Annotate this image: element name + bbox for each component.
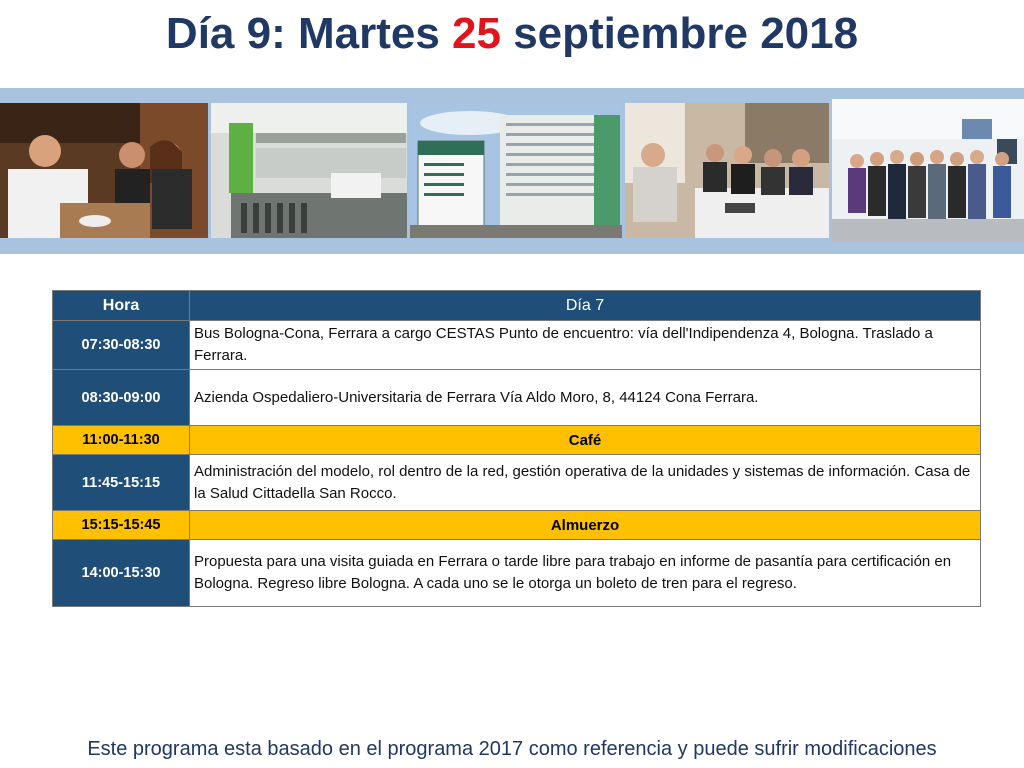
row-time: 08:30-09:00 bbox=[53, 370, 190, 426]
table-row bbox=[53, 455, 981, 511]
group-photo bbox=[832, 99, 1024, 242]
title-prefix: Día 9: Martes bbox=[165, 9, 453, 58]
meeting-room-photo bbox=[625, 103, 829, 238]
table-header-row bbox=[53, 291, 981, 321]
row-activity: Café bbox=[190, 426, 981, 455]
lab-equipment-photo bbox=[211, 103, 407, 238]
row-time: 11:00-11:30 bbox=[53, 426, 190, 455]
row-activity: Bus Bologna-Cona, Ferrara a cargo CESTAS Punto de encuentro: vía dell'Indipendenza 4, Bologna. Traslado a Ferrara. bbox=[190, 321, 981, 370]
page-title bbox=[0, 4, 1024, 64]
row-activity: Propuesta para una visita guiada en Ferrara o tarde libre para trabajo en informe de pasantía para certificación en Bologna. Regreso libre Bologna. A cada uno se le otorga un boleto de tren para el regreso. bbox=[190, 540, 981, 607]
table-row bbox=[53, 370, 981, 426]
table-row-highlight bbox=[53, 426, 981, 455]
photo-strip bbox=[0, 88, 1024, 254]
row-activity: Almuerzo bbox=[190, 511, 981, 540]
table-row bbox=[53, 540, 981, 607]
footer-note: Este programa esta basado en el programa 2017 como referencia y puede sufrir modificaciones bbox=[87, 738, 937, 760]
row-time: 14:00-15:30 bbox=[53, 540, 190, 607]
schedule-table bbox=[52, 290, 981, 607]
row-time: 15:15-15:45 bbox=[53, 511, 190, 540]
group-dinner-photo bbox=[0, 103, 208, 238]
title-day-number: 25 bbox=[452, 9, 501, 58]
title-suffix: septiembre 2018 bbox=[500, 9, 859, 58]
row-time: 11:45-15:15 bbox=[53, 455, 190, 511]
row-activity: Administración del modelo, rol dentro de la red, gestión operativa de la unidades y sistemas de información. Casa de la Salud Cittadella San Rocco. bbox=[190, 455, 981, 511]
table-row-highlight bbox=[53, 511, 981, 540]
row-activity: Azienda Ospedaliero-Universitaria de Ferrara Vía Aldo Moro, 8, 44124 Cona Ferrara. bbox=[190, 370, 981, 426]
table-row bbox=[53, 321, 981, 370]
hospital-building-photo bbox=[410, 103, 622, 238]
header-day: Día 7 bbox=[190, 291, 981, 321]
row-time: 07:30-08:30 bbox=[53, 321, 190, 370]
header-time: Hora bbox=[53, 291, 190, 321]
